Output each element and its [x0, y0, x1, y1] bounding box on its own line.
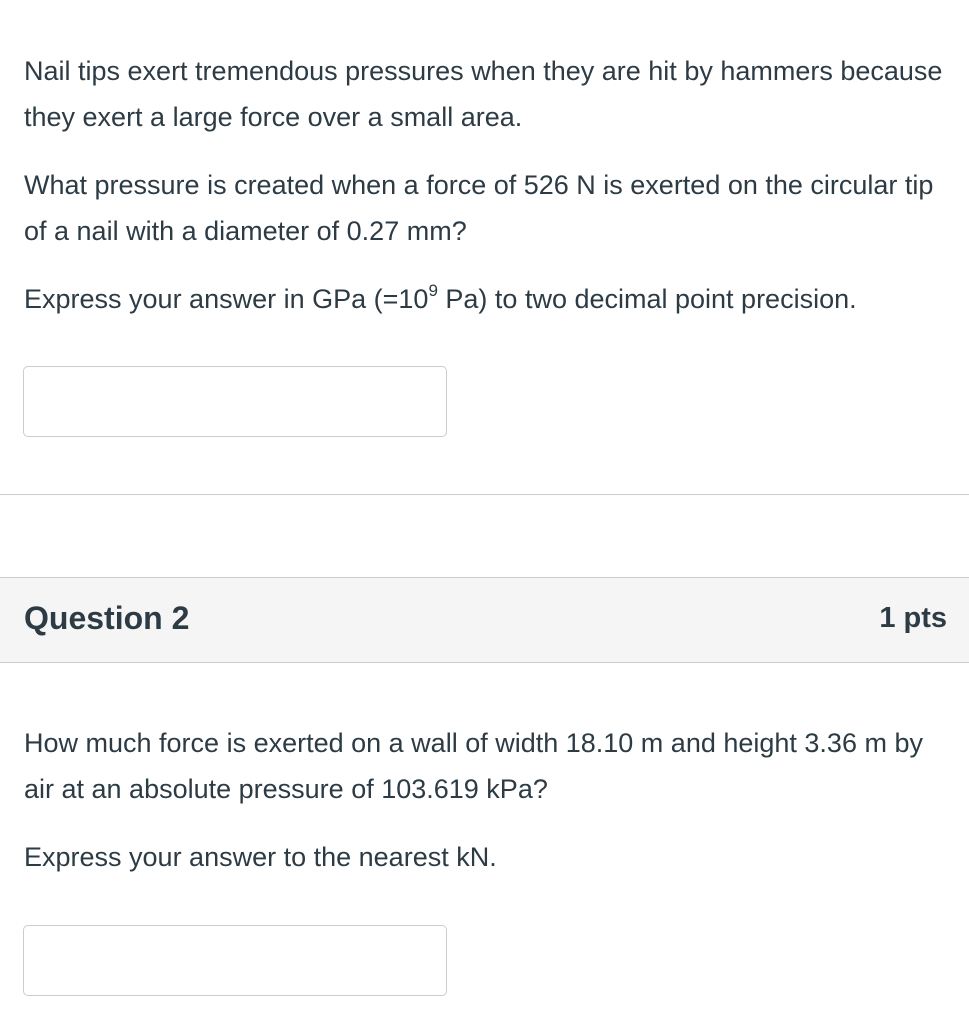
question-2-instruction: Express your answer to the nearest kN. — [24, 842, 497, 872]
question-1-answer-input[interactable] — [23, 366, 447, 437]
question-1-body — [24, 48, 954, 322]
instruction-text-start: Express your answer in GPa (=10 — [24, 284, 429, 314]
question-2-header — [0, 577, 969, 663]
question-1-instruction — [24, 276, 954, 322]
question-1-prompt: What pressure is created when a force of 526 N is exerted on the circular tip of a nail with a diameter of 0.27 mm? — [24, 170, 934, 246]
instruction-exponent: 9 — [428, 281, 438, 300]
question-2-body — [24, 720, 954, 880]
question-1-intro: Nail tips exert tremendous pressures when they are hit by hammers because they exert a large force over a small area. — [24, 56, 943, 132]
question-2-prompt: How much force is exerted on a wall of width 18.10 m and height 3.36 m by air at an absolute pressure of 103.619 kPa? — [24, 728, 923, 804]
question-2-points: 1 pts — [879, 602, 947, 634]
question-divider — [0, 494, 969, 495]
question-2-answer-input[interactable] — [23, 925, 447, 996]
instruction-text-end: Pa) to two decimal point precision. — [437, 284, 857, 314]
question-2-title: Question 2 — [24, 600, 190, 636]
